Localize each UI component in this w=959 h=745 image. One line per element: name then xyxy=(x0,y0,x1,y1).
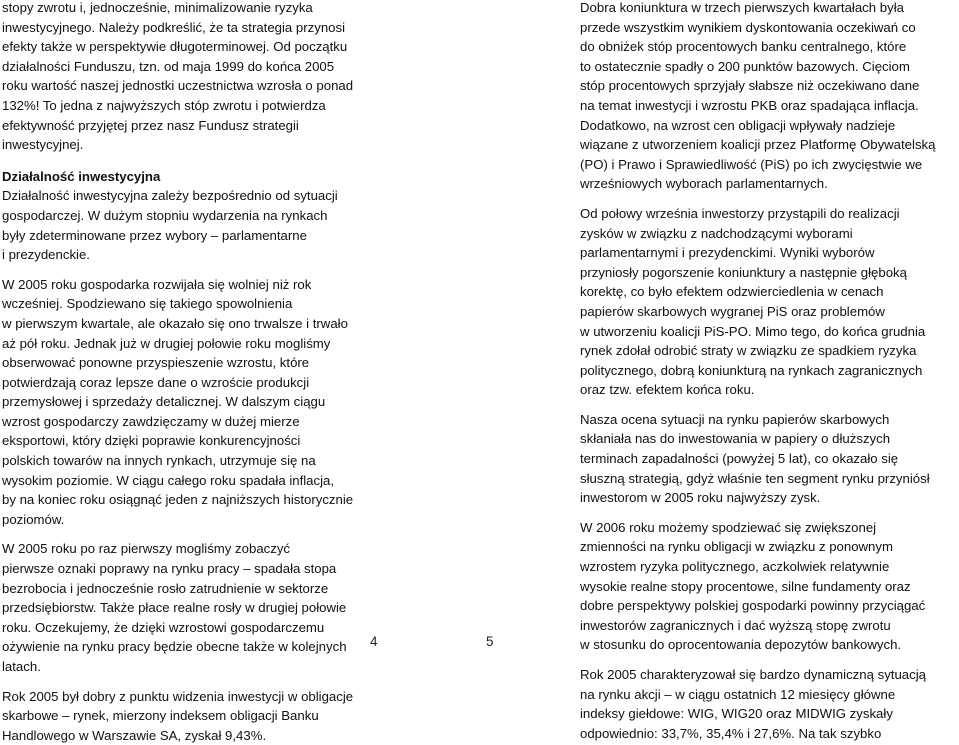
body-paragraph: Dobra koniunktura w trzech pierwszych kwartałach była przede wszystkim wynikiem dyskontowania oczekiwań co do obniżek stóp procentowych banku centralnego, które to ostatecznie spadły o 200 punktów bazowych. Cięciom stóp procentowych sprzyjały słabsze niż oczekiwano dane na temat inwestycji i wzrostu PKB oraz spadająca inflacja. Dodatkowo, na wzrost cen obligacji wpływały nadzieje wiązane z utworzeniem koalicji przez Platformę Obywatelską (PO) i Prawo i Sprawiedliwość (PiS) po ich zwycięstwie we wrześniowych wyborach parlamentarnych. xyxy=(580,0,936,192)
body-paragraph: Od połowy września inwestorzy przystąpili do realizacji zysków w związku z nadchodzącymi wyborami parlamentarnymi i prezydenckimi. Wyniki wyborów przyniosły pogorszenie koniunktury a następnie głęboką korektę, co było efektem odzwierciedlenia w cenach papierów skarbowych wygranej PiS oraz problemów w utworzeniu koalicji PiS-PO. Mimo tego, do końca grudnia rynek zdołał odrobić straty w związku ze spadkiem ryzyka politycznego, dobrą koniunkturą na rynkach zagranicznych oraz tzw. efektem końca roku. xyxy=(580,205,926,398)
body-paragraph: Nasza ocena sytuacji na rynku papierów skarbowych skłaniała nas do inwestowania w papiery o dłuższych terminach zapadalności (powyżej 5 lat), co okazało się słuszną strategią, gdyż właśnie ten segment rynku przyniósł inwestorom w 2005 roku najwyższy zysk. xyxy=(580,411,930,506)
right-page-column xyxy=(580,0,956,743)
body-paragraph: W 2005 roku gospodarka rozwijała się wolniej niż rok wcześniej. Spodziewano się takiego spowolnienia w pierwszym kwartale, ale okazało się ono trwalsze i trwało aż pół roku. Jednak już w drugiej połowie roku mogliśmy obserwować ponowne przyspieszenie wzrostu, które potwierdzają coraz lepsze dane o wzroście produkcji przemysłowej i sprzedaży detalicznej. W dalszym ciągu wzrost gospodarczy zawdzięczamy w dużej mierze eksportowi, który dzięki poprawie konkurencyjności polskich towarów na innych rynkach, utrzymuje się na wysokim poziomie. W ciągu całego roku spadała inflacja, by na koniec roku osiągnąć jeden z najniższych historycznie poziomów. xyxy=(2,276,354,527)
intro-paragraph: stopy zwrotu i, jednocześnie, minimalizowanie ryzyka inwestycyjnego. Należy podkreślić, że ta strategia przynosi efekty także w perspektywie długoterminowej. Od początku działalności Funduszu, tzn. od maja 1999 do końca 2005 roku wartość naszej jednostki uczestnictwa wzrosła o ponad 132%! To jedna z najwyższych stóp zwrotu i potwierdza efektywność przyjętej przez nasz Fundusz strategii inwestycyjnej. xyxy=(2,0,354,153)
left-page-column xyxy=(2,0,386,745)
section-heading: Działalność inwestycyjna xyxy=(2,168,161,184)
body-paragraph: W 2005 roku po raz pierwszy mogliśmy zobaczyć pierwsze oznaki poprawy na rynku pracy – spadała stopa bezrobocia i jednocześnie rosło zatrudnienie w sektorze przedsiębiorstw. Także płace realne rosły w drugiej połowie roku. Oczekujemy, że dzięki wzrostowi gospodarczemu ożywienie na rynku pracy będzie obecne także w kolejnych latach. xyxy=(2,541,347,674)
page-number-right: 5 xyxy=(486,634,494,649)
body-paragraph: W 2006 roku możemy spodziewać się zwiększonej zmienności na rynku obligacji w związku z ponownym wzrostem ryzyka politycznego, aczkolwiek relatywnie wysokie realne stopy procentowe, silne fundamenty oraz dobre perspektywy polskiej gospodarki powinny przyciągać inwestorów zagranicznych i dać wyższą stopę zwrotu w stosunku do oprocentowania depozytów bankowych. xyxy=(580,519,926,653)
body-paragraph: Działalność inwestycyjna zależy bezpośrednio od sytuacji gospodarczej. W dużym stopniu wydarzenia na rynkach były zdeterminowane przez wybory – parlamentarne i prezydenckie. xyxy=(2,188,338,263)
page-number-left: 4 xyxy=(370,634,378,649)
body-paragraph: Rok 2005 charakteryzował się bardzo dynamiczną sytuacją na rynku akcji – w ciągu ostatnich 12 miesięcy główne indeksy giełdowe: WIG, WIG20 oraz MIDWIG zyskały odpowiednio: 33,7%, 35,4% i 27,6%. Na tak szybko xyxy=(580,667,926,741)
body-paragraph: Rok 2005 był dobry z punktu widzenia inwestycji w obligacje skarbowe – rynek, mierzony indeksem obligacji Banku Handlowego w Warszawie SA, zyskał 9,43%. xyxy=(2,688,354,743)
